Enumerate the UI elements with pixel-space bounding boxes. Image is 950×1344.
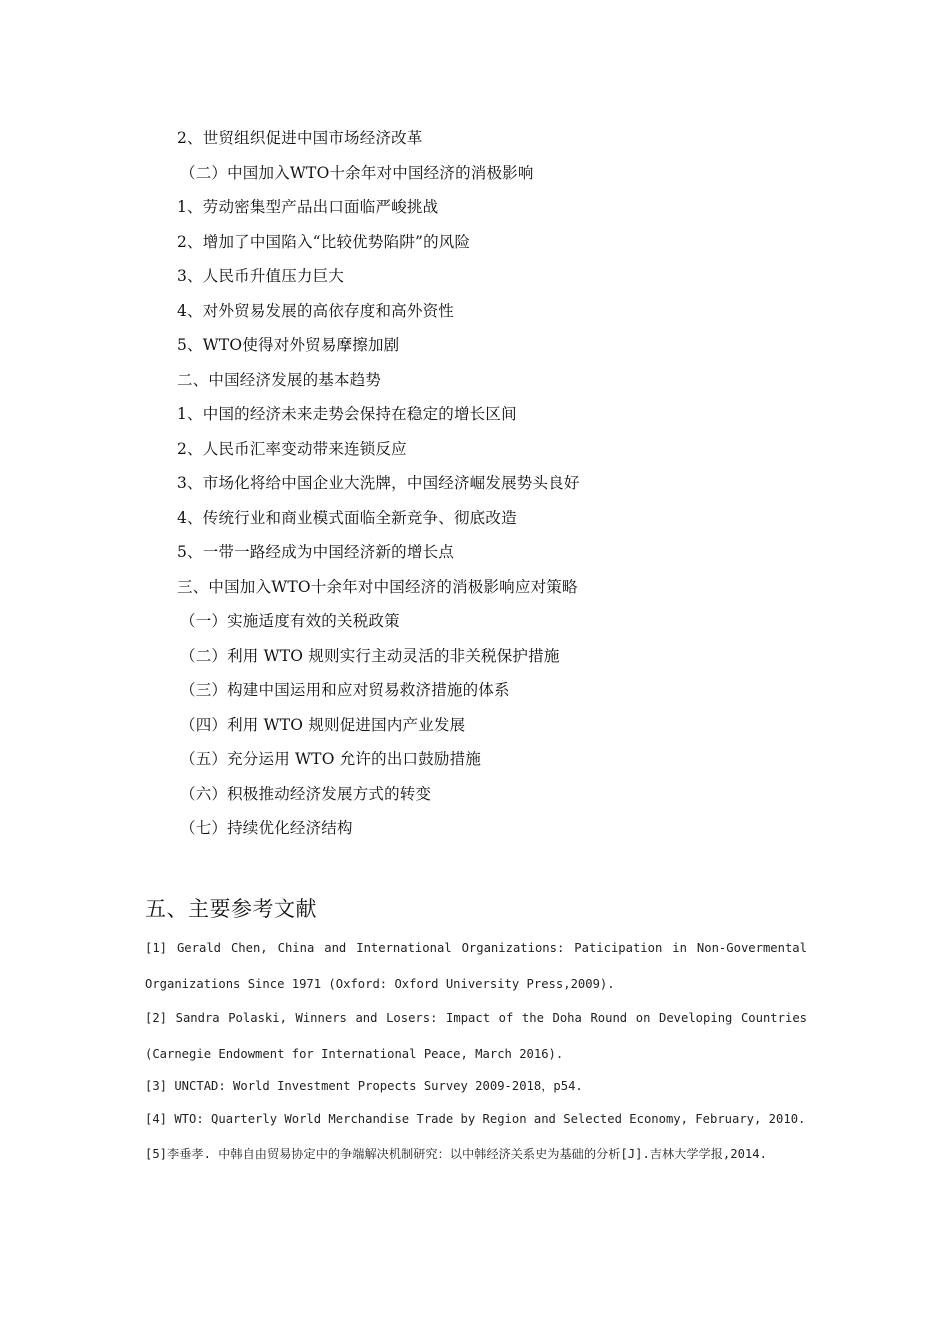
outline-item: 3、市场化将给中国企业大洗牌，中国经济崛发展势头良好 — [177, 474, 580, 492]
outline-item: （四）利用 WTO 规则促进国内产业发展 — [180, 715, 466, 734]
outline-item: （六）积极推动经济发展方式的转变 — [180, 784, 432, 803]
outline-item: （二）中国加入WTO十余年对中国经济的消极影响 — [180, 163, 534, 182]
outline-item: 5、WTO使得对外贸易摩擦加剧 — [177, 336, 400, 354]
reference-item: [3] UNCTAD: World Investment Propects Survey 2009-2018，p54. — [145, 1079, 583, 1093]
outline-item: （五）充分运用 WTO 允许的出口鼓励措施 — [180, 750, 482, 768]
outline-section-heading: 二、中国经济发展的基本趋势 — [177, 370, 382, 389]
reference-item: [4] WTO: Quarterly World Merchandise Trade by Region and Selected Economy, February, 2010. — [145, 1112, 806, 1126]
outline-item: 1、劳动密集型产品出口面临严峻挑战 — [177, 198, 439, 216]
reference-item: [2] Sandra Polaski, Winners and Losers: Impact of the Doha Round on Developing Countries (Carnegie Endowment for International Peace, March 2016). — [145, 1011, 807, 1061]
outline-item: （七）持续优化经济结构 — [180, 819, 353, 837]
outline-item: 2、世贸组织促进中国市场经济改革 — [177, 129, 423, 147]
outline-item: 5、一带一路经成为中国经济新的增长点 — [177, 543, 454, 561]
outline-item: 1、中国的经济未来走势会保持在稳定的增长区间 — [177, 405, 517, 423]
references-list — [145, 930, 807, 1170]
outline-item: 4、对外贸易发展的高依存度和高外资性 — [177, 301, 454, 320]
reference-item: [1] Gerald Chen, China and International Organizations: Paticipation in Non-Govermental Organizations Since 1971 (Oxford: Oxford University Press,2009). — [145, 941, 807, 991]
outline-item: 4、传统行业和商业模式面临全新竞争、彻底改造 — [177, 508, 517, 527]
outline-item: 3、人民币升值压力巨大 — [177, 267, 345, 285]
outline-item: 2、增加了中国陷入“比较优势陷阱”的风险 — [177, 232, 471, 251]
outline-list — [0, 121, 950, 846]
outline-item: （二）利用 WTO 规则实行主动灵活的非关税保护措施 — [180, 646, 560, 665]
references-heading: 五、主要参考文献 — [145, 897, 317, 921]
outline-item: （一）实施适度有效的关税政策 — [180, 612, 400, 630]
reference-item: [5]李垂孝. 中韩自由贸易协定中的争端解决机制研究：以中韩经济关系史为基础的分析[J].吉林大学学报,2014. — [145, 1147, 767, 1161]
outline-item: （三）构建中国运用和应对贸易救济措施的体系 — [180, 681, 510, 699]
outline-item: 2、人民币汇率变动带来连锁反应 — [177, 439, 407, 458]
outline-section-heading: 三、中国加入WTO十余年对中国经济的消极影响应对策略 — [177, 577, 578, 596]
